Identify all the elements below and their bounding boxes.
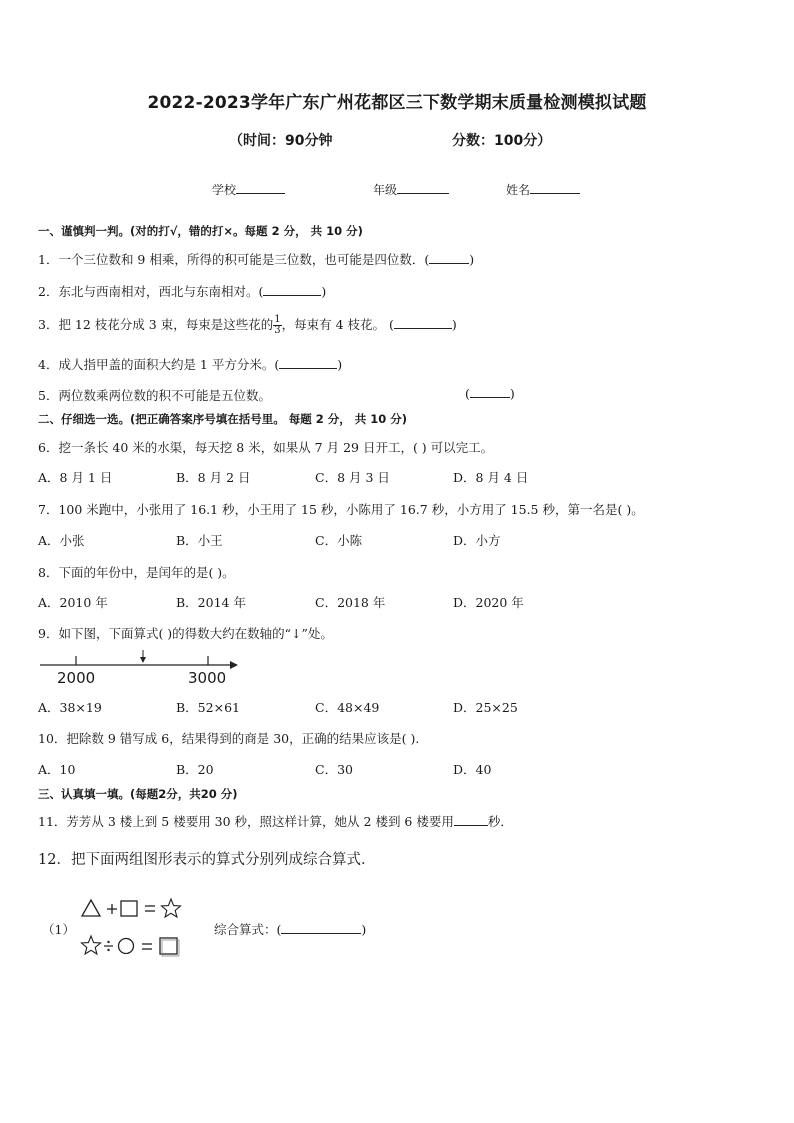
school-blank[interactable] [236,181,285,194]
name-label: 姓名 [506,183,531,197]
triangle-icon [82,900,100,916]
option-9b[interactable]: B．52×61 [176,700,240,715]
option-8d[interactable]: D．2020 年 [453,595,524,610]
question-5-close: ) [509,386,515,401]
fraction-denominator: 3 [274,325,281,336]
option-6d[interactable]: D．8 月 4 日 [453,470,529,485]
question-5-answer [465,386,515,401]
page-title: 2022-2023学年广东广州花都区三下数学期末质量检测模拟试题 [147,93,647,113]
school-label: 学校 [212,183,237,197]
question-4-close: ) [337,357,343,372]
answer-blank-1[interactable] [429,252,469,264]
option-7d[interactable]: D．小方 [453,533,501,548]
question-1-close: ) [469,252,475,267]
grade-label: 年级 [373,183,398,197]
question-11 [38,812,513,830]
question-5-open: ( [465,386,470,401]
option-7c[interactable]: C．小陈 [315,533,363,548]
option-10c[interactable]: C．30 [315,762,353,777]
answer-blank-3[interactable] [394,317,452,329]
divide-icon-dot-bottom [107,949,109,951]
option-8c[interactable]: C．2018 年 [315,595,386,610]
section3-heading: 三、认真填一填。(每题2分，共20 分) [38,787,238,801]
question-4 [38,355,342,373]
question-10: 10．把除数 9 错写成 6，结果得到的商是 30，正确的结果应该是( ). [38,731,420,746]
option-8b[interactable]: B．2014 年 [176,595,246,610]
question-2 [38,282,326,300]
answer-blank-4[interactable] [279,357,337,369]
axis-label-3000: 3000 [188,669,227,687]
question-12: 12．把下面两组图形表示的算式分别列成综合算式． [38,852,376,868]
option-10d[interactable]: D．40 [453,762,492,777]
question-3-text-b: ，每束有 4 枝花。 ( [281,317,394,332]
question-8: 8．下面的年份中，是闰年的是( )。 [38,565,235,580]
question-12-part1-label: （1） [42,922,75,937]
question-1-text: 1．一个三位数和 9 相乘，所得的积可能是三位数，也可能是四位数．( [38,252,430,267]
question-3-text-a: 3．把 12 枝花分成 3 束，每束是这些花的 [38,317,274,332]
fraction-one-third [273,315,281,336]
question-1 [38,250,474,268]
divide-icon-dot-top [107,941,109,943]
option-10a[interactable]: A．10 [38,762,76,777]
question-6: 6．挖一条长 40 米的水渠，每天挖 8 米，如果从 7 月 29 日开工，( ) 可以完工。 [38,440,494,455]
answer-blank-2[interactable] [263,284,321,296]
question-9: 9．如下图，下面算式( )的得数大约在数轴的“↓”处。 [38,626,333,641]
option-7a[interactable]: A．小张 [38,533,85,548]
question-11-unit: 秒． [487,814,513,829]
section2-heading: 二、仔细选一选。(把正确答案序号填在括号里。 每题 2 分， 共 10 分) [38,412,408,426]
square-icon [121,901,137,916]
shape-equations [80,896,190,962]
question-2-text: 2．东北与西南相对，西北与东南相对。( [38,284,264,299]
question-11-text: 11．芳芳从 3 楼上到 5 楼要用 30 秒，照这样计算，她从 2 楼到 6 楼要用 [38,814,454,829]
square-icon-2 [160,938,177,954]
section1-heading: 一、谨慎判一判。(对的打√，错的打×。每题 2 分， 共 10 分) [38,224,363,238]
name-blank[interactable] [530,181,580,194]
option-6b[interactable]: B．8 月 2 日 [176,470,251,485]
option-9a[interactable]: A．38×19 [38,700,102,715]
option-7b[interactable]: B．小王 [176,533,223,548]
name-field [506,181,580,198]
formula-blank[interactable] [281,922,361,934]
circle-icon [119,939,134,954]
star-icon [162,899,181,917]
exam-time: （时间：90分钟 [229,133,333,149]
fraction-numerator: 1 [274,314,281,325]
star-icon-2 [82,936,101,954]
exam-score: 分数：100分） [452,133,552,149]
option-8a[interactable]: A．2010 年 [38,595,108,610]
school-field [212,181,285,198]
question-4-text: 4．成人指甲盖的面积大约是 1 平方分米。( [38,357,280,372]
axis-label-2000: 2000 [57,669,96,687]
grade-blank[interactable] [397,181,449,194]
grade-field [373,181,449,198]
answer-blank-5[interactable] [470,386,510,398]
axis-arrowhead-icon [230,661,238,669]
option-9c[interactable]: C．48×49 [315,700,380,715]
option-6a[interactable]: A．8 月 1 日 [38,470,113,485]
option-9d[interactable]: D．25×25 [453,700,518,715]
answer-blank-11[interactable] [454,814,488,826]
question-2-close: ) [321,284,327,299]
formula-label: 综合算式：( [214,922,282,937]
option-10b[interactable]: B．20 [176,762,214,777]
formula-close: ) [361,922,367,937]
down-arrow-icon [140,657,146,663]
option-6c[interactable]: C．8 月 3 日 [315,470,390,485]
question-12-formula [214,920,366,938]
question-7: 7．100 米跑中，小张用了 16.1 秒，小王用了 15 秒，小陈用了 16.7 秒，小方用了 15.5 秒，第一名是( )。 [38,502,644,517]
question-3 [38,315,457,336]
question-3-close: ) [451,317,457,332]
question-5: 5．两位数乘两位数的积不可能是五位数。 [38,388,271,403]
